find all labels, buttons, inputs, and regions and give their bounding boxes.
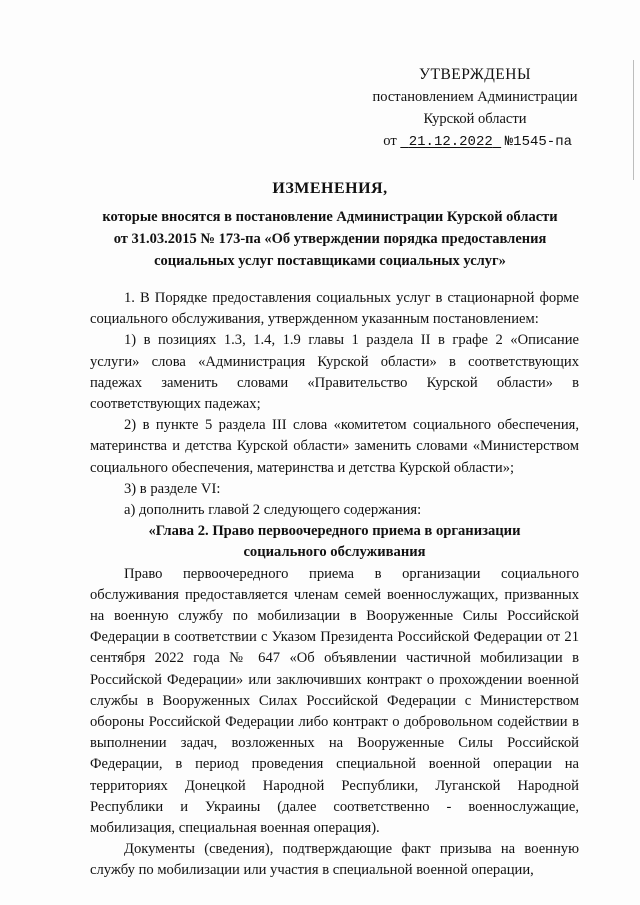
approval-line-1: постановлением Администрации (372, 89, 578, 105)
scan-edge-artifact (633, 60, 634, 180)
paragraph-7: Документы (сведения), подтверждающие факт призыва на военную службу по мобилизации или участия в специальной военной операции, (90, 841, 579, 879)
paragraph-6: Право первоочередного приема в организации социального обслуживания предоставляется членам семей военнослужащих, призванных на военную службу по мобилизации в Вооруженные Силы Российской Федерации в соответствии с Указом Президента Российской Федерации от 21 сентября 2022 года № 647 «Об объявлении частичной мобилизации в Российской Федерации» или заключивших контракт о прохождении военной службы в Вооруженных Силах Российской Федерации с Министерством обороны Российской Федерации либо контракт о добровольном содействии в выполнении задач, возложенных на Вооруженные Силы Российской Федерации, в период проведения специальной военной операции на территориях Донецкой Народной Республики, Луганской Народной Республики и Украины (далее соответственно - военнослужащие, мобилизация, специальная военная операция). (90, 565, 579, 837)
document-title-block (80, 178, 580, 272)
approval-stamp-block (360, 64, 590, 153)
document-title: ИЗМЕНЕНИЯ, (272, 180, 388, 197)
document-subtitle-line-3: социальных услуг поставщиками социальных услуг» (154, 253, 506, 269)
paragraph-5: а) дополнить главой 2 следующего содержания: (124, 502, 422, 519)
date-text: 21.12.2022 (408, 134, 493, 150)
approval-heading: УТВЕРЖДЕНЫ (419, 66, 531, 83)
approval-line-2: Курской области (423, 111, 527, 127)
paragraph-4: 3) в разделе VI: (124, 480, 221, 497)
paragraph-2: 1) в позициях 1.3, 1.4, 1.9 главы 1 раздела II в графе 2 «Описание услуги» слова «Администрация Курской области» в соответствующих падежах заменить словами «Правительство Курской области» в соответствующих падежах; (90, 332, 579, 413)
date-prefix: от (383, 133, 397, 149)
paragraph-3: 2) в пункте 5 раздела III слова «комитетом социального обеспечения, материнства и детства Курской области» заменить словами «Министерством социального обеспечения, материнства и детства Курской области»; (90, 417, 579, 476)
document-subtitle-line-2: от 31.03.2015 № 173-па «Об утверждении порядка предоставления (113, 231, 547, 247)
document-body (90, 288, 579, 882)
chapter-heading-line-1: «Глава 2. Право первоочередного приема в организации (148, 523, 521, 540)
paragraph-1: 1. В Порядке предоставления социальных услуг в стационарной форме социального обслуживания, утвержденном указанным постановлением: (90, 290, 579, 328)
approval-dateline (360, 130, 590, 153)
date-value (400, 134, 501, 150)
document-subtitle-line-1: которые вносятся в постановление Администрации Курской области (102, 209, 558, 225)
chapter-heading-line-2: социального обслуживания (243, 544, 426, 561)
document-number: №1545-па (504, 134, 572, 150)
